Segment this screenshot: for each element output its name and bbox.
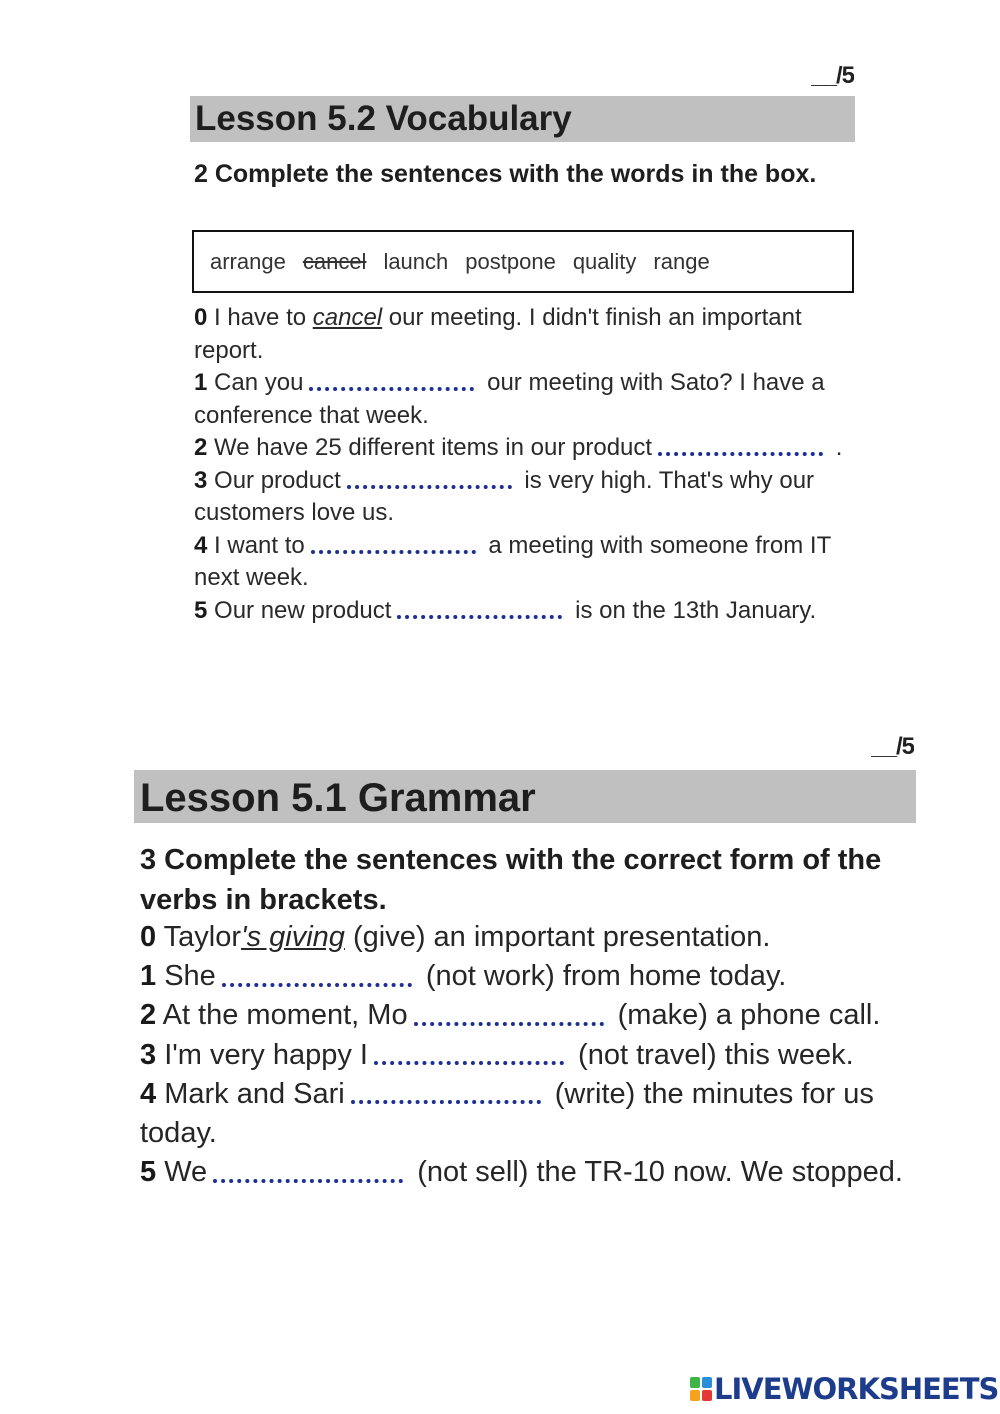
box-word: arrange: [210, 249, 286, 274]
grammar-sentence-1: [140, 957, 910, 996]
sentence-text: a meeting with someone from IT next week.: [194, 531, 831, 591]
sentence-text: is very high. That's why our customers love us.: [194, 466, 815, 526]
vocab-sentence-1: [194, 367, 844, 432]
logo-square: [690, 1390, 700, 1401]
box-word: launch: [383, 249, 449, 274]
word-box: [192, 230, 854, 293]
vocab-answer-gap-1[interactable]: [309, 373, 474, 391]
item-number: 2: [140, 999, 157, 1032]
sentence-text: (not travel) this week.: [569, 1038, 854, 1071]
vocab-example-sentence: [194, 302, 844, 367]
grammar-sentence-3: [140, 1036, 910, 1075]
box-word: quality: [572, 249, 637, 274]
grammar-answer-gap-5[interactable]: [213, 1161, 403, 1183]
sentence-text: I'm very happy I: [156, 1038, 368, 1071]
vocab-heading: Lesson 5.2 Vocabulary: [190, 96, 855, 142]
logo-square: [702, 1377, 712, 1388]
sentence-text: .: [829, 434, 843, 461]
item-number: 5: [140, 1156, 157, 1189]
grammar-answer-gap-1[interactable]: [222, 965, 412, 987]
sentence-text: (give) an important presentation.: [344, 921, 771, 953]
vocab-sentence-3: [194, 465, 844, 530]
grammar-sentence-2: [140, 996, 910, 1035]
grammar-example-sentence: [140, 918, 910, 957]
item-number: 1: [194, 369, 208, 396]
grammar-sentence-5: [140, 1153, 910, 1192]
sentence-text: Taylor: [156, 921, 242, 953]
item-number: 5: [194, 596, 208, 624]
grammar-score: __/5: [871, 734, 914, 760]
vocab-sentence-2: [194, 432, 844, 465]
sentence-text: Our new product: [207, 596, 392, 624]
sentence-text: I want to: [207, 531, 305, 559]
vocab-sentence-4: [194, 530, 844, 595]
vocab-answer-gap-3[interactable]: [347, 471, 512, 489]
vocab-score: __/5: [811, 66, 854, 86]
vocab-instruction: 2 Complete the sentences with the words in the box.: [194, 160, 817, 188]
grammar-sentence-4: [140, 1075, 910, 1153]
logo-square: [702, 1390, 712, 1401]
grammar-answer-gap-3[interactable]: [374, 1043, 564, 1065]
example-answer: cancel: [312, 304, 383, 331]
item-number: 3: [194, 466, 208, 494]
sentence-text: is on the 13th January.: [568, 596, 817, 624]
vocab-answer-gap-4[interactable]: [311, 536, 476, 554]
sentence-text: She: [156, 960, 216, 993]
item-number: 4: [194, 531, 208, 559]
sentence-text: Can you: [207, 369, 304, 396]
liveworksheets-brand: [690, 1374, 998, 1404]
item-number: 3: [140, 1038, 157, 1071]
sentence-text: our meeting with Sato? I have a conference that week.: [194, 369, 825, 429]
liveworksheets-logo-icon: [690, 1377, 712, 1401]
item-number: 4: [140, 1077, 157, 1110]
sentence-text: (not work) from home today.: [417, 960, 787, 993]
grammar-sentences: [140, 918, 910, 1192]
sentence-text: (write) the minutes for us today.: [140, 1077, 874, 1150]
grammar-answer-gap-2[interactable]: [414, 1004, 604, 1026]
sentence-text: (not sell) the TR-10 now. We stopped.: [409, 1156, 903, 1189]
sentence-text: our meeting. I didn't finish an important report.: [194, 304, 802, 364]
item-number: 1: [140, 960, 157, 993]
vocab-answer-gap-5[interactable]: [397, 601, 562, 619]
sentence-text: We: [156, 1156, 208, 1189]
sentence-text: I have to: [207, 304, 313, 331]
item-number: 0: [194, 304, 208, 331]
sentence-text: At the moment, Mo: [156, 999, 408, 1032]
vocab-sentence-5: [194, 595, 844, 628]
sentence-text: We have 25 different items in our product: [207, 434, 653, 461]
logo-square: [690, 1377, 700, 1388]
example-answer: 's giving: [241, 921, 345, 953]
sentence-text: Our product: [207, 466, 341, 494]
box-word: cancel: [302, 249, 367, 274]
grammar-answer-gap-4[interactable]: [351, 1083, 541, 1105]
item-number: 0: [140, 921, 157, 953]
item-number: 2: [194, 434, 208, 461]
brand-name: LIVEWORKSHEETS: [714, 1372, 999, 1406]
box-word: postpone: [465, 249, 556, 274]
box-word: range: [653, 249, 710, 274]
grammar-instruction: 3 Complete the sentences with the correct form of the verbs in brackets.: [140, 844, 882, 916]
vocab-answer-gap-2[interactable]: [658, 438, 823, 456]
vocab-sentences: [194, 302, 844, 627]
grammar-heading: Lesson 5.1 Grammar: [134, 770, 916, 823]
sentence-text: (make) a phone call.: [609, 999, 881, 1032]
sentence-text: Mark and Sari: [156, 1077, 345, 1110]
